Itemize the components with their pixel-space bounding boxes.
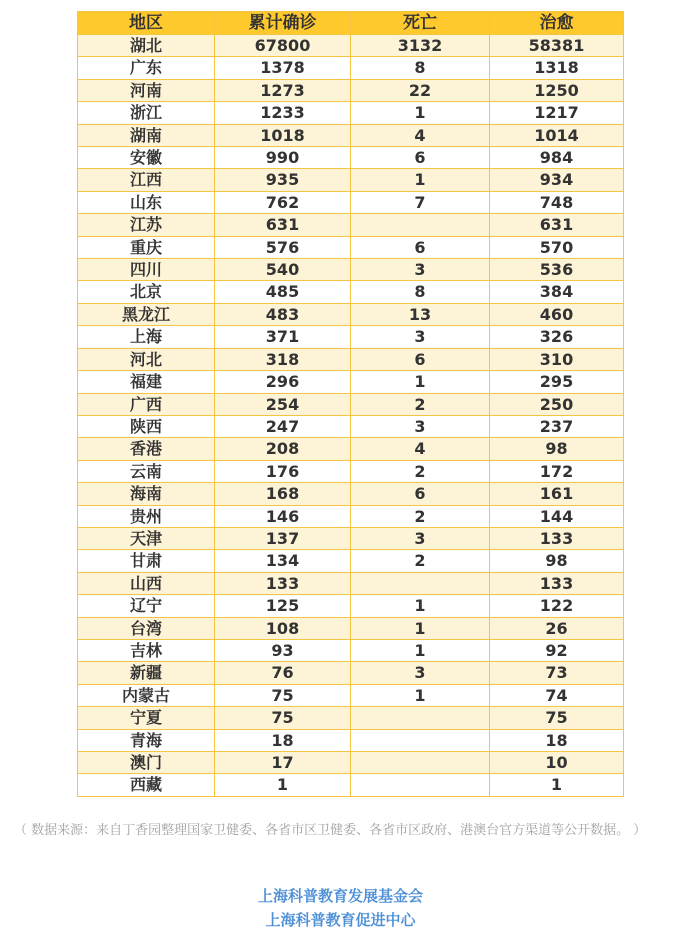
cell-deaths: 1 xyxy=(351,169,490,191)
cell-confirmed: 371 xyxy=(215,326,351,348)
cell-deaths xyxy=(351,752,490,774)
cell-recovered: 161 xyxy=(490,483,624,505)
cell-region: 澳门 xyxy=(78,752,215,774)
cell-deaths: 2 xyxy=(351,550,490,572)
cell-confirmed: 75 xyxy=(215,684,351,706)
table-row xyxy=(78,35,624,57)
cell-deaths: 13 xyxy=(351,303,490,325)
cell-confirmed: 1 xyxy=(215,774,351,796)
header-row xyxy=(78,12,624,35)
table-header xyxy=(78,12,624,35)
cell-region: 青海 xyxy=(78,729,215,751)
cell-recovered: 250 xyxy=(490,393,624,415)
cell-recovered: 748 xyxy=(490,191,624,213)
cell-deaths: 2 xyxy=(351,505,490,527)
cell-region: 湖北 xyxy=(78,35,215,57)
table-row xyxy=(78,348,624,370)
cell-deaths: 1 xyxy=(351,371,490,393)
cell-deaths: 6 xyxy=(351,483,490,505)
table-row xyxy=(78,415,624,437)
cell-region: 陕西 xyxy=(78,415,215,437)
cell-recovered: 10 xyxy=(490,752,624,774)
cell-region: 重庆 xyxy=(78,236,215,258)
cell-confirmed: 254 xyxy=(215,393,351,415)
table-row xyxy=(78,438,624,460)
cell-recovered: 172 xyxy=(490,460,624,482)
cell-region: 四川 xyxy=(78,259,215,281)
table-row xyxy=(78,236,624,258)
cell-deaths: 4 xyxy=(351,438,490,460)
header-region: 地区 xyxy=(78,12,215,35)
table-row xyxy=(78,57,624,79)
cell-recovered: 133 xyxy=(490,527,624,549)
table-row xyxy=(78,393,624,415)
cell-confirmed: 208 xyxy=(215,438,351,460)
cell-confirmed: 137 xyxy=(215,527,351,549)
cell-confirmed: 483 xyxy=(215,303,351,325)
cell-recovered: 310 xyxy=(490,348,624,370)
cell-deaths: 22 xyxy=(351,79,490,101)
cell-recovered: 75 xyxy=(490,707,624,729)
cell-deaths: 3 xyxy=(351,415,490,437)
header-recovered: 治愈 xyxy=(490,12,624,35)
cell-region: 江苏 xyxy=(78,214,215,236)
cell-region: 北京 xyxy=(78,281,215,303)
table-row xyxy=(78,79,624,101)
cell-deaths: 1 xyxy=(351,102,490,124)
cell-region: 吉林 xyxy=(78,639,215,661)
cell-deaths xyxy=(351,729,490,751)
cell-confirmed: 176 xyxy=(215,460,351,482)
cell-confirmed: 17 xyxy=(215,752,351,774)
cell-region: 广西 xyxy=(78,393,215,415)
cell-confirmed: 125 xyxy=(215,595,351,617)
cell-confirmed: 1378 xyxy=(215,57,351,79)
cell-recovered: 98 xyxy=(490,550,624,572)
cell-recovered: 74 xyxy=(490,684,624,706)
cell-confirmed: 762 xyxy=(215,191,351,213)
cell-deaths xyxy=(351,214,490,236)
cell-region: 天津 xyxy=(78,527,215,549)
table-row xyxy=(78,303,624,325)
cell-region: 内蒙古 xyxy=(78,684,215,706)
cell-recovered: 58381 xyxy=(490,35,624,57)
cell-confirmed: 133 xyxy=(215,572,351,594)
cell-confirmed: 576 xyxy=(215,236,351,258)
table-row xyxy=(78,505,624,527)
table-row xyxy=(78,371,624,393)
cell-region: 西藏 xyxy=(78,774,215,796)
cell-deaths xyxy=(351,774,490,796)
table-row xyxy=(78,460,624,482)
cell-confirmed: 134 xyxy=(215,550,351,572)
epidemic-data-table xyxy=(77,11,624,797)
cell-recovered: 1318 xyxy=(490,57,624,79)
table-row xyxy=(78,527,624,549)
table-row xyxy=(78,550,624,572)
cell-recovered: 98 xyxy=(490,438,624,460)
cell-recovered: 144 xyxy=(490,505,624,527)
cell-confirmed: 67800 xyxy=(215,35,351,57)
cell-confirmed: 485 xyxy=(215,281,351,303)
table-row xyxy=(78,326,624,348)
cell-region: 福建 xyxy=(78,371,215,393)
cell-recovered: 26 xyxy=(490,617,624,639)
cell-region: 河南 xyxy=(78,79,215,101)
table-row xyxy=(78,639,624,661)
cell-recovered: 237 xyxy=(490,415,624,437)
cell-region: 云南 xyxy=(78,460,215,482)
cell-region: 浙江 xyxy=(78,102,215,124)
cell-deaths: 7 xyxy=(351,191,490,213)
cell-recovered: 295 xyxy=(490,371,624,393)
table-row xyxy=(78,259,624,281)
cell-confirmed: 1273 xyxy=(215,79,351,101)
cell-region: 上海 xyxy=(78,326,215,348)
cell-recovered: 631 xyxy=(490,214,624,236)
table-row xyxy=(78,684,624,706)
cell-confirmed: 1233 xyxy=(215,102,351,124)
table-row xyxy=(78,281,624,303)
cell-recovered: 1 xyxy=(490,774,624,796)
table-row xyxy=(78,707,624,729)
table-row xyxy=(78,595,624,617)
cell-deaths: 3 xyxy=(351,662,490,684)
cell-confirmed: 76 xyxy=(215,662,351,684)
cell-recovered: 384 xyxy=(490,281,624,303)
cell-recovered: 18 xyxy=(490,729,624,751)
cell-deaths: 1 xyxy=(351,684,490,706)
cell-deaths: 3132 xyxy=(351,35,490,57)
table-row xyxy=(78,483,624,505)
cell-recovered: 536 xyxy=(490,259,624,281)
cell-confirmed: 168 xyxy=(215,483,351,505)
table-row xyxy=(78,102,624,124)
cell-recovered: 122 xyxy=(490,595,624,617)
cell-deaths: 6 xyxy=(351,147,490,169)
footer xyxy=(0,884,681,932)
table-row xyxy=(78,662,624,684)
cell-region: 新疆 xyxy=(78,662,215,684)
header-confirmed: 累计确诊 xyxy=(215,12,351,35)
footer-org-center: 上海科普教育促进中心 xyxy=(265,911,416,929)
cell-deaths: 6 xyxy=(351,236,490,258)
table-row xyxy=(78,169,624,191)
table-row xyxy=(78,729,624,751)
cell-confirmed: 990 xyxy=(215,147,351,169)
table-row xyxy=(78,774,624,796)
cell-region: 香港 xyxy=(78,438,215,460)
header-deaths: 死亡 xyxy=(351,12,490,35)
cell-deaths: 1 xyxy=(351,639,490,661)
cell-confirmed: 93 xyxy=(215,639,351,661)
cell-deaths: 3 xyxy=(351,326,490,348)
table-row xyxy=(78,572,624,594)
cell-confirmed: 18 xyxy=(215,729,351,751)
cell-region: 甘肃 xyxy=(78,550,215,572)
cell-region: 台湾 xyxy=(78,617,215,639)
cell-deaths: 2 xyxy=(351,460,490,482)
data-source-note: （ 数据来源：来自丁香园整理国家卫健委、各省市区卫健委、各省市区政府、港澳台官方渠道等公开数据。 ） xyxy=(14,823,647,838)
cell-recovered: 133 xyxy=(490,572,624,594)
footer-org-foundation: 上海科普教育发展基金会 xyxy=(257,887,423,905)
table-row xyxy=(78,191,624,213)
cell-confirmed: 318 xyxy=(215,348,351,370)
cell-deaths: 3 xyxy=(351,527,490,549)
cell-recovered: 570 xyxy=(490,236,624,258)
cell-recovered: 326 xyxy=(490,326,624,348)
table-row xyxy=(78,124,624,146)
cell-recovered: 1014 xyxy=(490,124,624,146)
cell-confirmed: 631 xyxy=(215,214,351,236)
cell-recovered: 460 xyxy=(490,303,624,325)
cell-region: 安徽 xyxy=(78,147,215,169)
cell-confirmed: 146 xyxy=(215,505,351,527)
table-row xyxy=(78,752,624,774)
cell-recovered: 1250 xyxy=(490,79,624,101)
cell-confirmed: 935 xyxy=(215,169,351,191)
table-row xyxy=(78,617,624,639)
cell-region: 宁夏 xyxy=(78,707,215,729)
cell-region: 湖南 xyxy=(78,124,215,146)
cell-confirmed: 540 xyxy=(215,259,351,281)
table-body xyxy=(78,35,624,797)
cell-region: 山西 xyxy=(78,572,215,594)
cell-recovered: 934 xyxy=(490,169,624,191)
cell-deaths: 1 xyxy=(351,595,490,617)
cell-deaths: 1 xyxy=(351,617,490,639)
cell-region: 贵州 xyxy=(78,505,215,527)
cell-recovered: 73 xyxy=(490,662,624,684)
table-row xyxy=(78,147,624,169)
cell-region: 江西 xyxy=(78,169,215,191)
cell-recovered: 984 xyxy=(490,147,624,169)
cell-confirmed: 1018 xyxy=(215,124,351,146)
cell-region: 海南 xyxy=(78,483,215,505)
cell-confirmed: 296 xyxy=(215,371,351,393)
cell-deaths: 6 xyxy=(351,348,490,370)
cell-confirmed: 75 xyxy=(215,707,351,729)
cell-recovered: 92 xyxy=(490,639,624,661)
cell-deaths xyxy=(351,572,490,594)
cell-deaths: 2 xyxy=(351,393,490,415)
cell-region: 辽宁 xyxy=(78,595,215,617)
cell-deaths: 3 xyxy=(351,259,490,281)
cell-confirmed: 108 xyxy=(215,617,351,639)
cell-deaths: 4 xyxy=(351,124,490,146)
cell-deaths: 8 xyxy=(351,281,490,303)
cell-region: 山东 xyxy=(78,191,215,213)
cell-region: 黑龙江 xyxy=(78,303,215,325)
cell-recovered: 1217 xyxy=(490,102,624,124)
cell-deaths: 8 xyxy=(351,57,490,79)
cell-deaths xyxy=(351,707,490,729)
cell-region: 河北 xyxy=(78,348,215,370)
table-row xyxy=(78,214,624,236)
cell-region: 广东 xyxy=(78,57,215,79)
cell-confirmed: 247 xyxy=(215,415,351,437)
